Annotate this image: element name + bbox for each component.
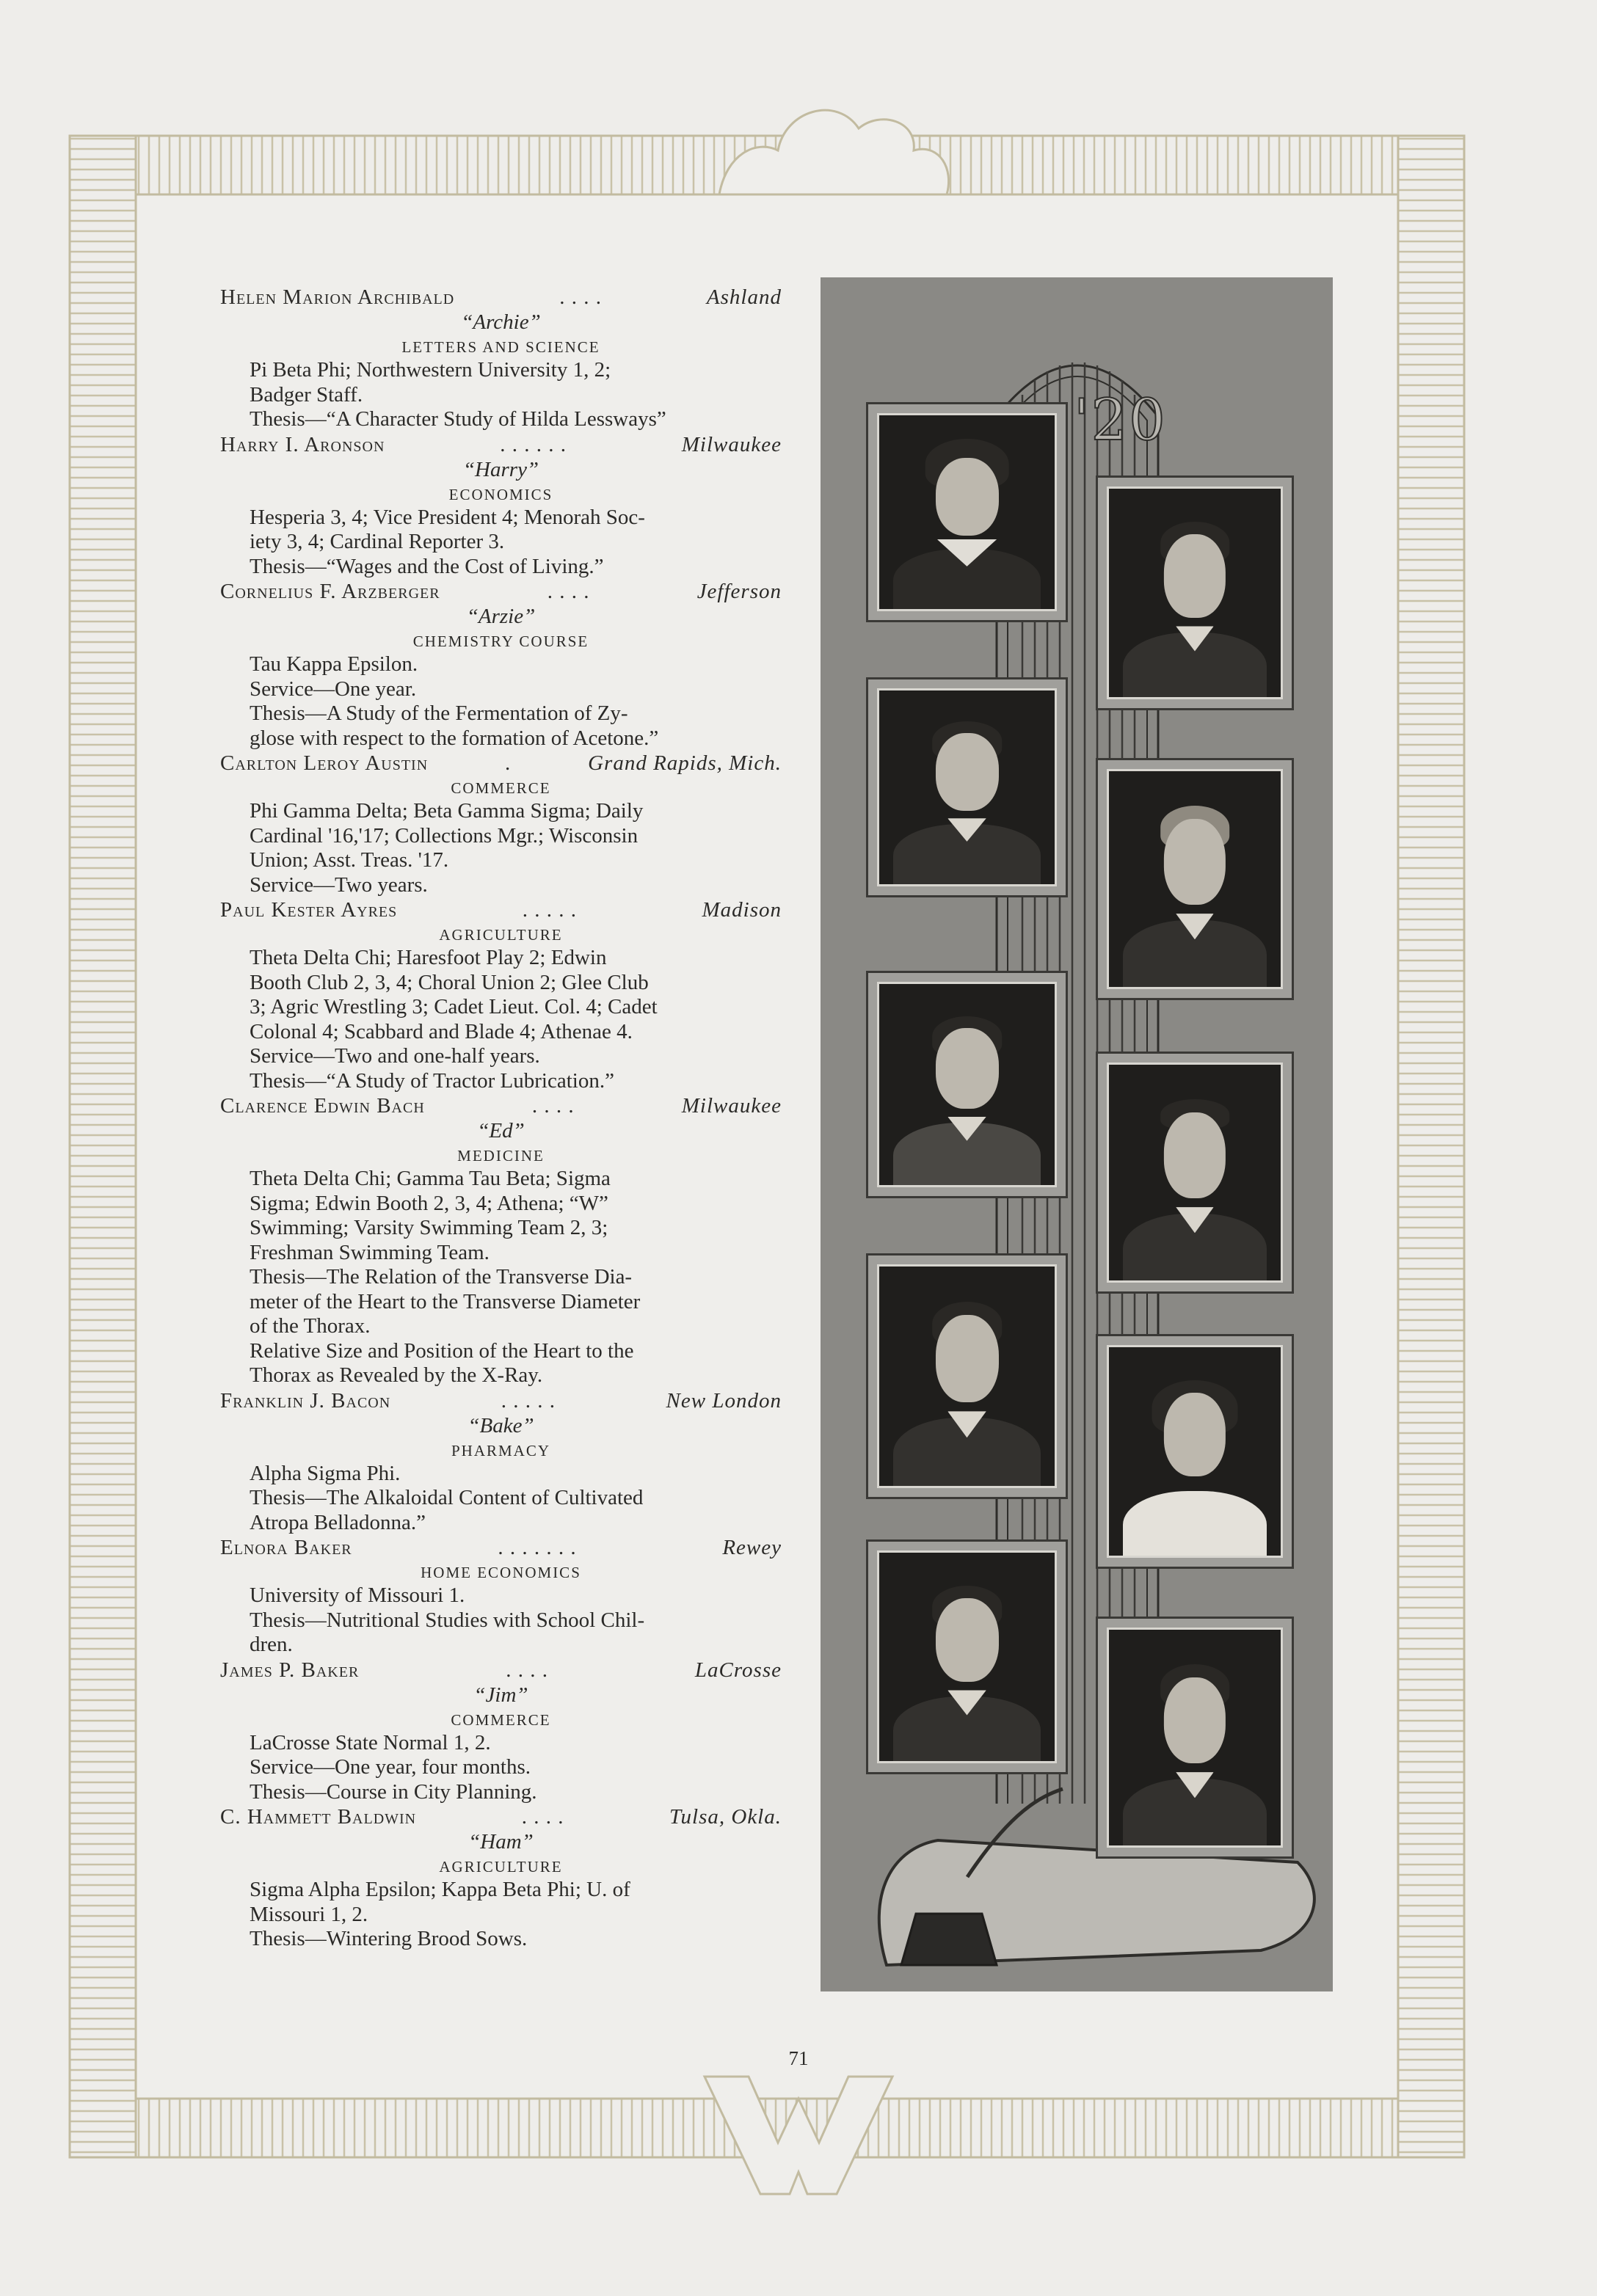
entry-name-line xyxy=(220,285,782,310)
course: LETTERS AND SCIENCE xyxy=(401,338,600,356)
hometown: LaCrosse xyxy=(694,1658,782,1682)
hometown: Grand Rapids, Mich. xyxy=(588,751,782,775)
detail-line: iety 3, 4; Cardinal Reporter 3. xyxy=(250,530,505,553)
portrait-j-baker xyxy=(866,1539,1068,1774)
detail-line: Tau Kappa Epsilon. xyxy=(250,652,418,676)
leader-dots: . . . . xyxy=(521,1805,564,1829)
hometown: Milwaukee xyxy=(681,1094,782,1118)
student-entry xyxy=(220,1658,782,1805)
nickname: “Ed” xyxy=(477,1119,525,1142)
leader-dots: . . . . xyxy=(559,285,602,309)
nickname: “Archie” xyxy=(461,310,541,334)
detail-line: Relative Size and Position of the Heart to the xyxy=(250,1338,634,1363)
portrait-baldwin xyxy=(1096,1617,1294,1859)
nickname: “Ham” xyxy=(468,1830,534,1854)
student-entry xyxy=(220,432,782,580)
nickname: “Harry” xyxy=(462,457,539,481)
detail-line: meter of the Heart to the Transverse Diameter xyxy=(250,1289,641,1313)
detail-line: Service—One year, four months. xyxy=(250,1755,531,1779)
student-name: C. Hammett Baldwin xyxy=(220,1805,417,1829)
course: MEDICINE xyxy=(457,1147,545,1165)
student-entry xyxy=(220,1093,782,1388)
detail-line: Service—Two and one-half years. xyxy=(250,1044,540,1068)
entry-name-line xyxy=(220,579,782,604)
course: COMMERCE xyxy=(451,779,551,797)
course: PHARMACY xyxy=(451,1441,551,1459)
nickname: “Bake” xyxy=(468,1413,534,1437)
detail-line: Alpha Sigma Phi. xyxy=(250,1461,401,1485)
detail-line: Booth Club 2, 3, 4; Choral Union 2; Glee Club xyxy=(250,970,649,994)
detail-line: Theta Delta Chi; Gamma Tau Beta; Sigma xyxy=(250,1167,611,1190)
entry-name-line xyxy=(220,1388,782,1413)
nickname: “Arzie” xyxy=(466,605,536,628)
course: ECONOMICS xyxy=(448,485,553,503)
student-name: Carlton Leroy Austin xyxy=(220,751,429,775)
entry-name-line xyxy=(220,432,782,457)
course: HOME ECONOMICS xyxy=(421,1564,581,1581)
detail-line: of the Thorax. xyxy=(250,1314,371,1338)
student-entry xyxy=(220,1388,782,1536)
detail-line: Missouri 1, 2. xyxy=(250,1902,368,1926)
student-entry xyxy=(220,751,782,897)
student-entries xyxy=(220,285,782,1952)
hometown: Milwaukee xyxy=(681,432,782,456)
course: AGRICULTURE xyxy=(439,1858,563,1876)
course: AGRICULTURE xyxy=(439,926,563,944)
detail-line: glose with respect to the formation of Acetone.” xyxy=(250,726,659,750)
student-name: Helen Marion Archibald xyxy=(220,285,455,309)
leader-dots: . xyxy=(505,751,512,775)
course: CHEMISTRY COURSE xyxy=(412,633,589,650)
hometown: Rewey xyxy=(722,1536,782,1559)
detail-line: Service—Two years. xyxy=(250,872,428,897)
detail-line: Atropa Belladonna.” xyxy=(250,1510,426,1534)
detail-line: Thorax as Revealed by the X-Ray. xyxy=(250,1363,543,1387)
student-name: Franklin J. Bacon xyxy=(220,1388,391,1413)
hometown: Tulsa, Okla. xyxy=(669,1805,782,1829)
detail-line: 3; Agric Wrestling 3; Cadet Lieut. Col. 4; Cadet xyxy=(250,995,658,1018)
detail-line: Thesis—“A Study of Tractor Lubrication.” xyxy=(250,1068,614,1093)
hometown: Ashland xyxy=(706,285,782,309)
detail-line: Service—One year. xyxy=(250,677,417,701)
detail-line: Thesis—“Wages and the Cost of Living.” xyxy=(250,554,604,578)
leader-dots: . . . . xyxy=(547,580,590,603)
student-entry xyxy=(220,579,782,751)
portrait-ayres xyxy=(866,971,1068,1198)
portrait-e-baker xyxy=(1096,1334,1294,1569)
detail-line: Thesis—“A Character Study of Hilda Lessways” xyxy=(250,407,666,431)
entry-name-line xyxy=(220,1804,782,1829)
entry-name-line xyxy=(220,1658,782,1683)
detail-line: Freshman Swimming Team. xyxy=(250,1240,490,1264)
detail-line: Thesis—Course in City Planning. xyxy=(250,1779,537,1804)
detail-line: Theta Delta Chi; Haresfoot Play 2; Edwin xyxy=(250,946,607,969)
leader-dots: . . . . xyxy=(506,1658,548,1682)
detail-line: LaCrosse State Normal 1, 2. xyxy=(250,1730,491,1754)
page-number: 71 xyxy=(788,2047,809,2069)
detail-line: Union; Asst. Treas. '17. xyxy=(250,848,449,872)
portrait-aronson xyxy=(1096,475,1294,710)
student-name: Harry I. Aronson xyxy=(220,432,385,456)
leader-dots: . . . . . xyxy=(501,1388,556,1413)
student-name: Paul Kester Ayres xyxy=(220,898,398,922)
detail-line: Pi Beta Phi; Northwestern University 1, 2; xyxy=(250,358,611,382)
detail-line: Cardinal '16,'17; Collections Mgr.; Wisconsin xyxy=(250,823,639,848)
detail-line: Thesis—The Relation of the Transverse Dia- xyxy=(250,1265,633,1289)
leader-dots: . . . . . . . xyxy=(498,1536,577,1559)
nickname: “Jim” xyxy=(473,1683,528,1707)
entry-name-line xyxy=(220,1093,782,1118)
entry-name-line xyxy=(220,897,782,922)
student-entry xyxy=(220,1804,782,1952)
detail-line: Badger Staff. xyxy=(250,382,363,407)
student-name: Elnora Baker xyxy=(220,1536,352,1559)
leader-dots: . . . . . . xyxy=(500,432,567,456)
student-name: James P. Baker xyxy=(220,1658,360,1682)
leader-dots: . . . . . xyxy=(522,898,577,922)
detail-line: Sigma Alpha Epsilon; Kappa Beta Phi; U. of xyxy=(250,1878,630,1901)
student-entry xyxy=(220,285,782,432)
student-entry xyxy=(220,897,782,1093)
detail-line: University of Missouri 1. xyxy=(250,1583,465,1607)
detail-line: Thesis—The Alkaloidal Content of Cultivated xyxy=(250,1486,644,1509)
hometown: Jefferson xyxy=(696,580,782,603)
course: COMMERCE xyxy=(451,1710,551,1729)
student-name: Clarence Edwin Bach xyxy=(220,1094,425,1118)
detail-line: Thesis—A Study of the Fermentation of Zy- xyxy=(250,701,628,725)
entry-name-line xyxy=(220,1535,782,1560)
entry-name-line xyxy=(220,751,782,776)
detail-line: Swimming; Varsity Swimming Team 2, 3; xyxy=(250,1216,608,1239)
hometown: Madison xyxy=(702,898,782,922)
detail-line: dren. xyxy=(250,1633,293,1656)
student-entry xyxy=(220,1535,782,1658)
leader-dots: . . . . xyxy=(531,1094,575,1118)
portrait-panel xyxy=(821,277,1333,1991)
hometown: New London xyxy=(666,1388,782,1413)
detail-line: Phi Gamma Delta; Beta Gamma Sigma; Daily xyxy=(250,799,644,823)
portrait-arzberger xyxy=(866,677,1068,897)
student-name: Cornelius F. Arzberger xyxy=(220,580,440,603)
detail-line: Colonal 4; Scabbard and Blade 4; Athenae 4. xyxy=(250,1019,633,1043)
detail-line: Hesperia 3, 4; Vice President 4; Menorah Soc- xyxy=(250,505,645,529)
portrait-austin xyxy=(1096,758,1294,1000)
class-year-mark: '20 xyxy=(1074,387,1167,453)
portrait-bacon xyxy=(866,1253,1068,1499)
detail-line: Thesis—Wintering Brood Sows. xyxy=(250,1927,528,1950)
portrait-bach xyxy=(1096,1052,1294,1294)
detail-line: Sigma; Edwin Booth 2, 3, 4; Athena; “W” xyxy=(250,1191,608,1215)
portrait-archibald xyxy=(866,402,1068,622)
detail-line: Thesis—Nutritional Studies with School Chil- xyxy=(250,1608,645,1632)
